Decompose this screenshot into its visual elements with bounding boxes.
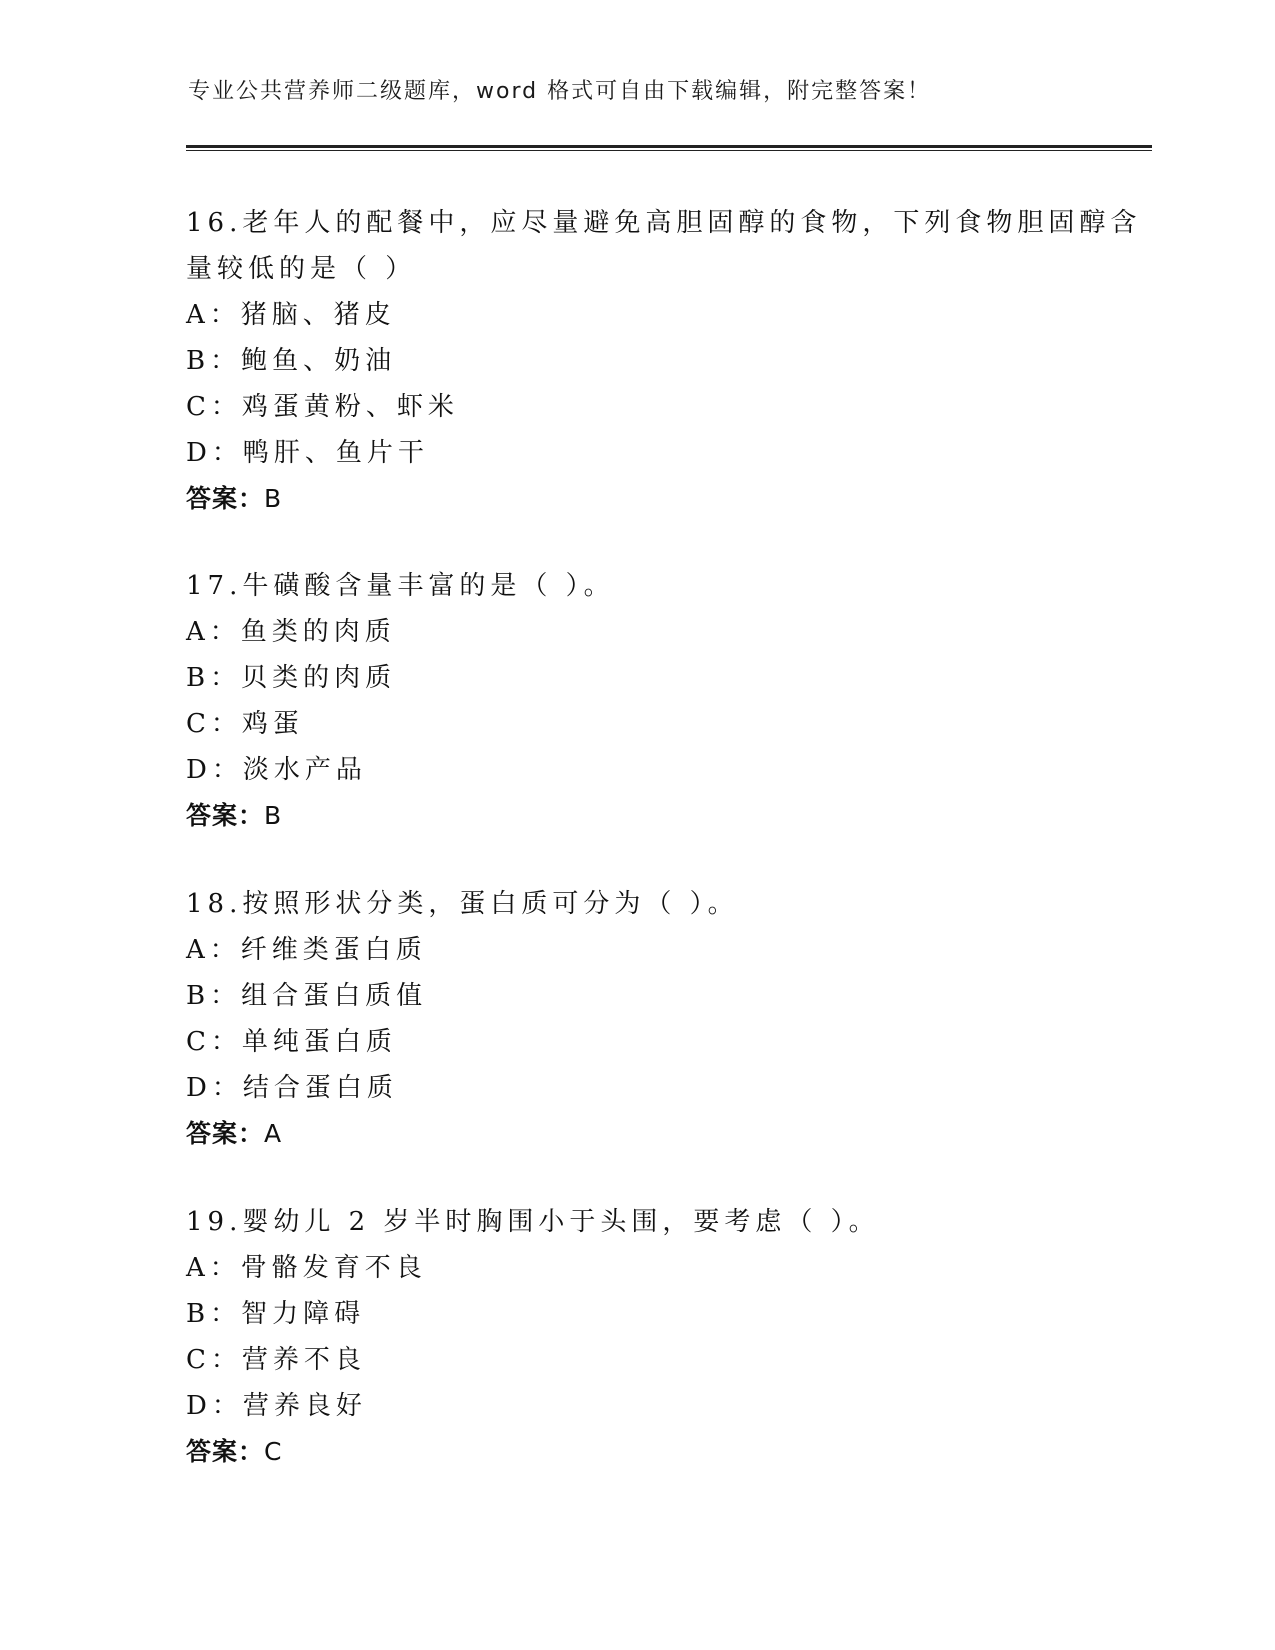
option-d: D：淡水产品 bbox=[186, 755, 367, 785]
option-b: B：贝类的肉质 bbox=[186, 663, 397, 693]
option-a: A：猪脑、猪皮 bbox=[186, 300, 396, 330]
option-c: C：鸡蛋黄粉、虾米 bbox=[186, 392, 459, 422]
option-d: D：鸭肝、鱼片干 bbox=[186, 438, 429, 468]
answer-label: 答案： bbox=[186, 1437, 265, 1466]
answer-line bbox=[186, 476, 1086, 522]
question-stem: 19.婴幼儿 2 岁半时胸围小于头围，要考虑（ ）。 bbox=[186, 1207, 880, 1237]
answer-line bbox=[186, 793, 1086, 839]
header-divider-thin bbox=[186, 150, 1152, 151]
option-c: C：营养不良 bbox=[186, 1345, 366, 1375]
question-18 bbox=[186, 881, 1086, 1157]
question-19 bbox=[186, 1199, 1086, 1475]
option-b: B：鲍鱼、奶油 bbox=[186, 346, 397, 376]
option-b: B：智力障碍 bbox=[186, 1299, 366, 1329]
option-a: A：鱼类的肉质 bbox=[186, 617, 396, 647]
option-c: C：单纯蛋白质 bbox=[186, 1027, 397, 1057]
question-stem: 16.老年人的配餐中，应尽量避免高胆固醇的食物，下列食物胆固醇含 bbox=[186, 208, 1142, 238]
answer-line bbox=[186, 1111, 1086, 1157]
question-17 bbox=[186, 563, 1086, 839]
answer-label: 答案： bbox=[186, 484, 265, 513]
option-a: A：骨骼发育不良 bbox=[186, 1253, 427, 1283]
answer-value: A bbox=[264, 1119, 283, 1148]
question-stem: 17.牛磺酸含量丰富的是（ ）。 bbox=[186, 571, 615, 601]
answer-label: 答案： bbox=[186, 1119, 265, 1148]
answer-value: B bbox=[264, 801, 283, 830]
option-d: D：营养良好 bbox=[186, 1391, 367, 1421]
question-stem: 18.按照形状分类，蛋白质可分为（ ）。 bbox=[186, 889, 739, 919]
option-c: C：鸡蛋 bbox=[186, 709, 304, 739]
option-b: B：组合蛋白质值 bbox=[186, 981, 428, 1011]
answer-label: 答案： bbox=[186, 801, 265, 830]
answer-line bbox=[186, 1429, 1086, 1475]
option-a: A：纤维类蛋白质 bbox=[186, 935, 427, 965]
question-stem-continued: 量较低的是（ ） bbox=[186, 254, 417, 284]
answer-value: B bbox=[264, 484, 283, 513]
header-divider bbox=[186, 145, 1152, 148]
answer-value: C bbox=[264, 1437, 283, 1466]
option-d: D：结合蛋白质 bbox=[186, 1073, 398, 1103]
page-header: 专业公共营养师二级题库，word 格式可自由下载编辑，附完整答案！ bbox=[188, 79, 932, 104]
question-16 bbox=[186, 200, 1142, 522]
